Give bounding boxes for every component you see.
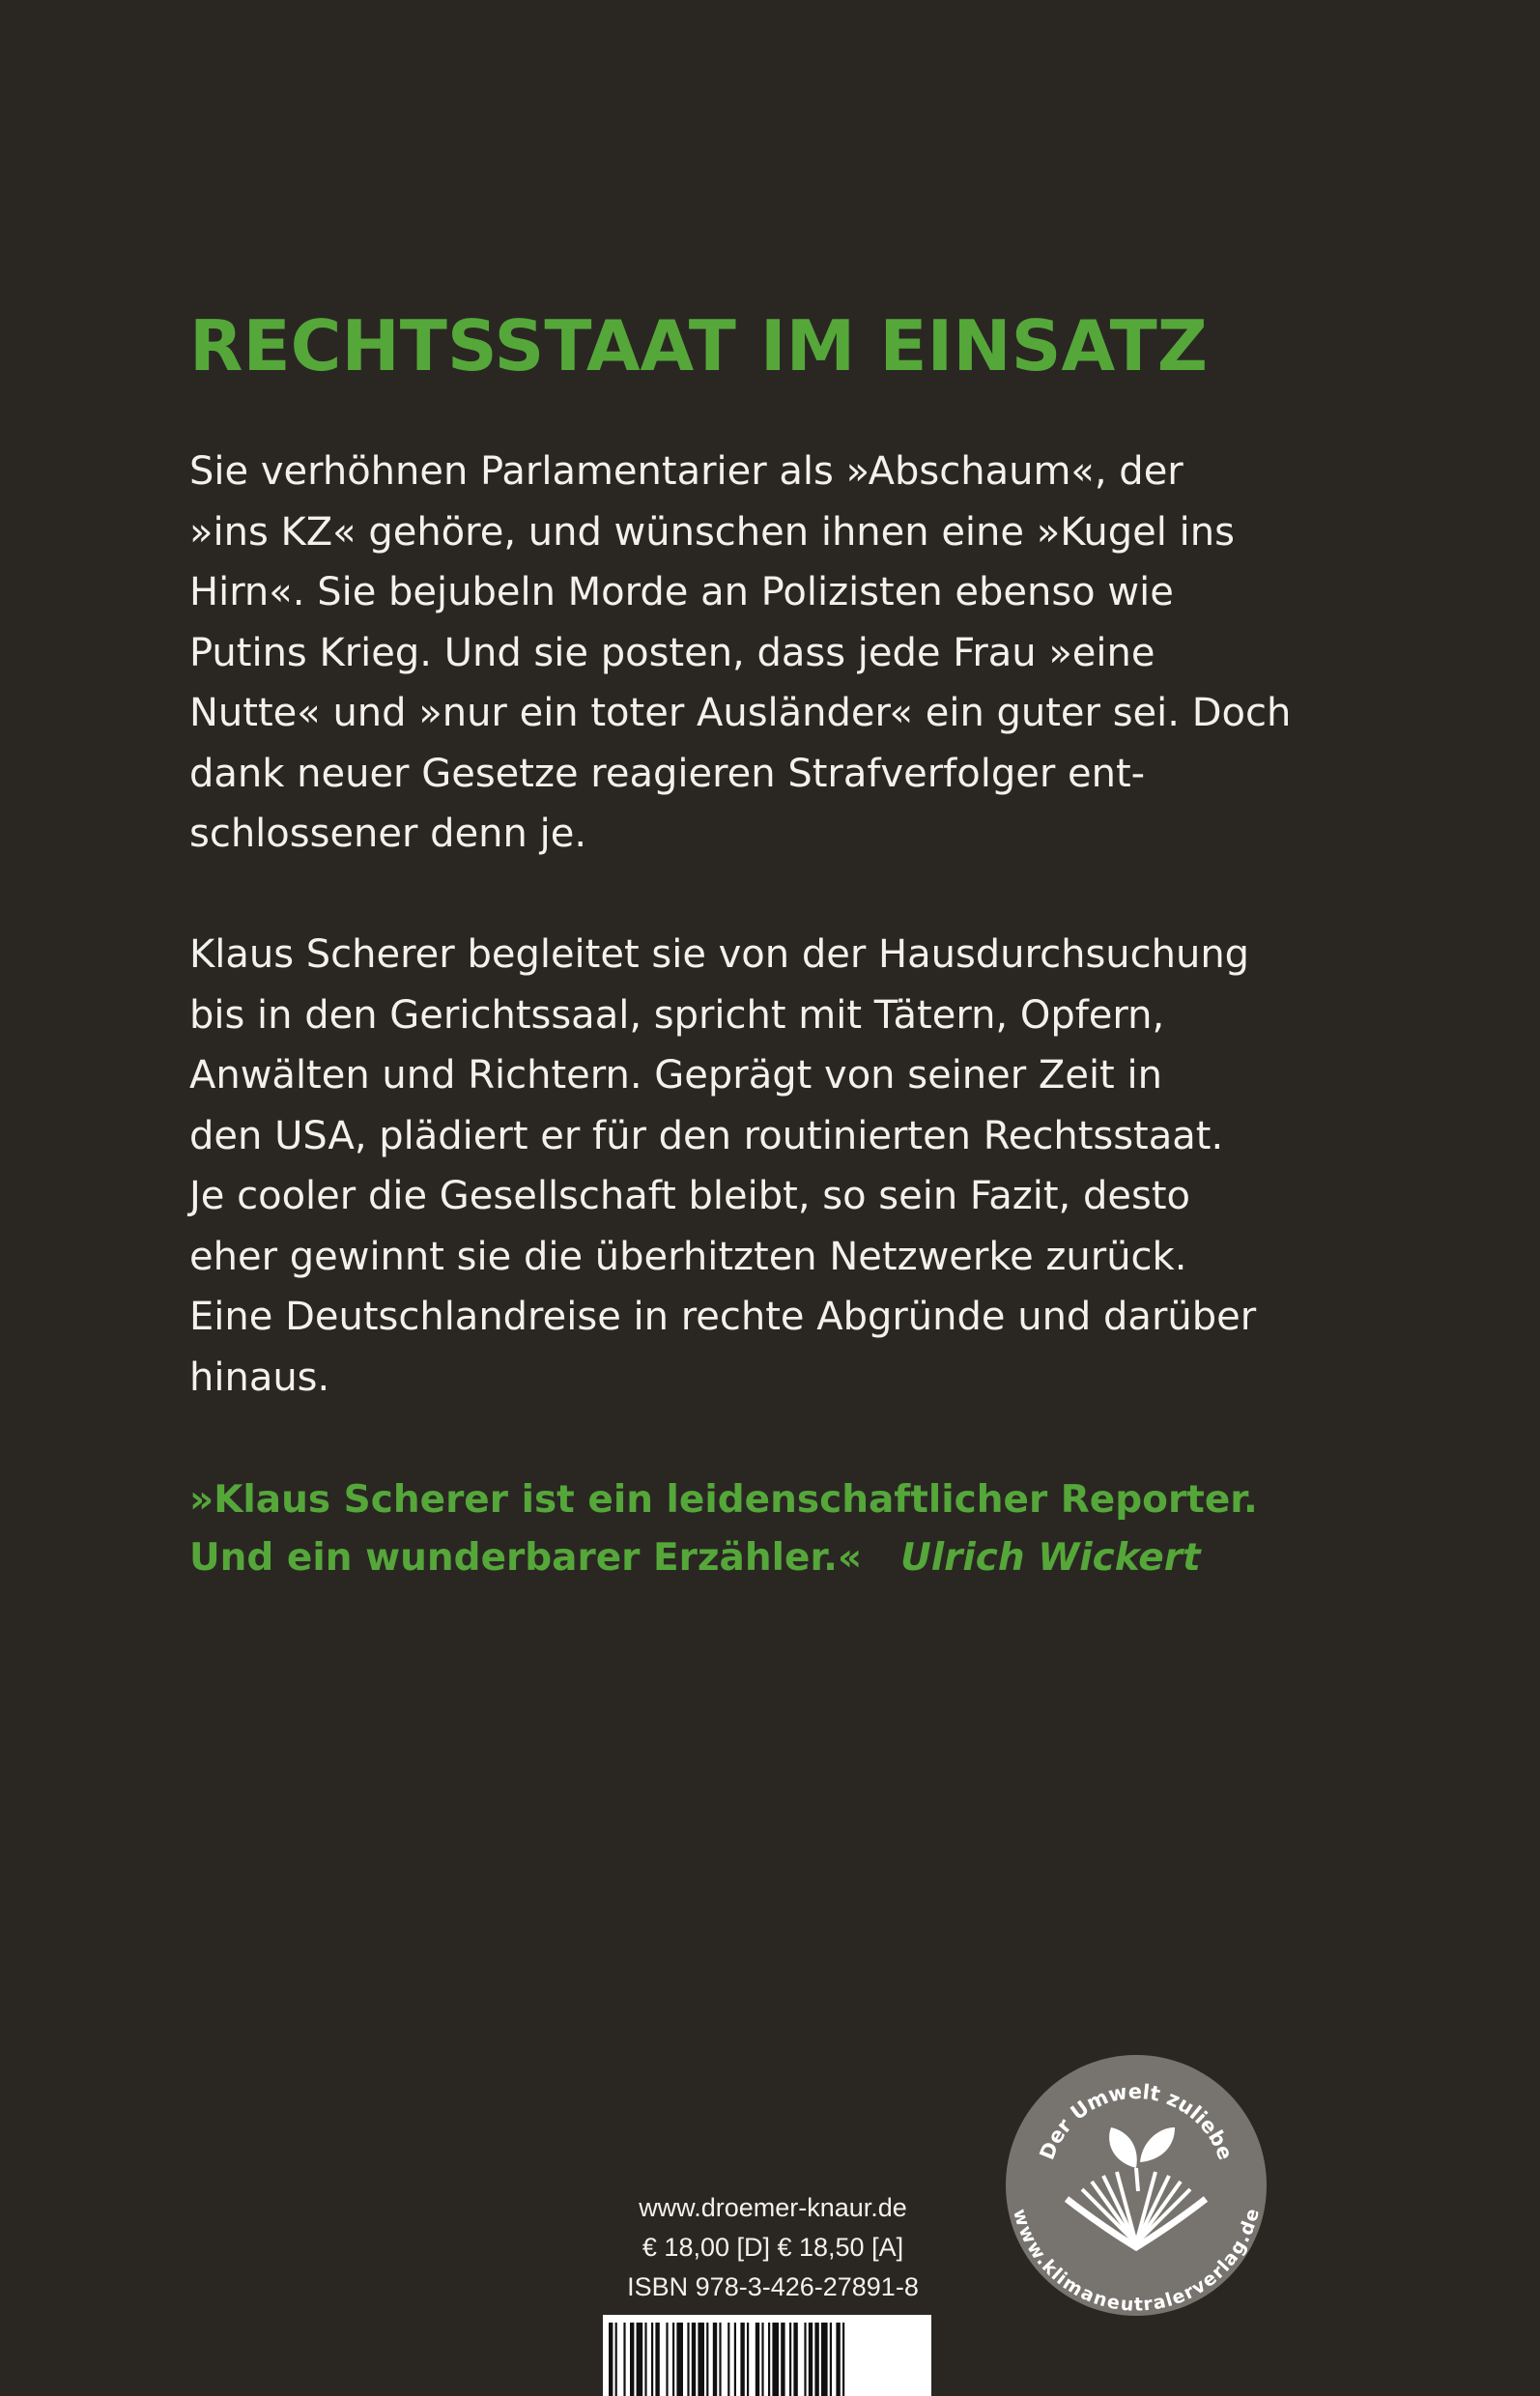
publisher-website: www.droemer-knaur.de	[639, 2193, 907, 2222]
barcode-bar	[842, 2323, 844, 2396]
barcode-bar	[672, 2323, 674, 2396]
barcode-bar	[692, 2323, 696, 2396]
barcode-bar	[698, 2323, 704, 2396]
blurb-line: bis in den Gerichtssaal, spricht mit Tätern, Opfern,	[189, 992, 1165, 1038]
barcode-bar	[666, 2323, 668, 2396]
barcode-bar	[768, 2323, 770, 2396]
blurb-line: schlossener denn je.	[189, 812, 587, 856]
blurb-line: dank neuer Gesetze reagieren Strafverfolger ent-	[189, 751, 1146, 796]
quote-line-1: »Klaus Scherer ist ein leidenschaftlicher Reporter.	[189, 1478, 1258, 1522]
barcode-bar	[615, 2323, 617, 2396]
barcode-bar	[821, 2323, 828, 2396]
barcode-bar	[772, 2323, 779, 2396]
barcode-bar	[781, 2323, 784, 2396]
blurb-line: Klaus Scherer begleitet sie von der Hausdurchsuchung	[189, 932, 1250, 977]
barcode	[603, 2315, 931, 2396]
barcode-bar	[793, 2323, 797, 2396]
blurb-line: »ins KZ« gehöre, und wünschen ihnen eine »Kugel ins	[189, 509, 1235, 555]
barcode-bar	[630, 2323, 634, 2396]
barcode-bar	[789, 2323, 791, 2396]
blurb-line: Putins Krieg. Und sie posten, dass jede Frau »eine	[189, 630, 1155, 675]
badge-bottom-text: www.klimaneutralerverlag.de	[1009, 2206, 1264, 2316]
blurb-paragraph-2	[189, 925, 1368, 1408]
barcode-bar	[761, 2323, 763, 2396]
blurb-line: den USA, plädiert er für den routinierten Rechtsstaat.	[189, 1113, 1224, 1158]
barcode-bar	[836, 2323, 840, 2396]
barcode-bar	[804, 2323, 806, 2396]
isbn: ISBN 978-3-426-27891-8	[627, 2272, 919, 2301]
barcode-bar	[756, 2323, 759, 2396]
blurb-line: hinaus.	[189, 1355, 330, 1400]
barcode-bar	[687, 2323, 689, 2396]
barcode-bar	[713, 2323, 717, 2396]
blurb-line: Nutte« und »nur ein toter Ausländer« ein guter sei. Doch	[189, 691, 1292, 735]
publisher-imprint	[599, 2188, 947, 2307]
barcode-bar	[719, 2323, 721, 2396]
blurb-line: Eine Deutschlandreise in rechte Abgründe und darüber	[189, 1295, 1257, 1339]
barcode-bar	[814, 2323, 818, 2396]
barcode-bar	[740, 2323, 744, 2396]
headline: RECHTSSTAAT IM EINSATZ	[189, 305, 1208, 386]
barcode-bar	[651, 2323, 653, 2396]
barcode-bar	[623, 2323, 625, 2396]
barcode-bar	[706, 2323, 708, 2396]
climate-badge-graphic	[1005, 2054, 1268, 2317]
barcode-bar	[830, 2323, 832, 2396]
badge-top-text: Der Umwelt zuliebe	[1035, 2079, 1238, 2163]
quote-text: Und ein wunderbarer Erzähler.«	[189, 1536, 863, 1580]
barcode-bar	[655, 2323, 659, 2396]
quote-author: Ulrich Wickert	[900, 1536, 1201, 1580]
barcode-bar	[809, 2323, 813, 2396]
blurb-line: Je cooler die Gesellschaft bleibt, so sein Fazit, desto	[189, 1174, 1190, 1218]
barcode-bar	[637, 2323, 643, 2396]
blurb-paragraph-1	[189, 442, 1368, 865]
barcode-bar	[747, 2323, 749, 2396]
barcode-bar	[676, 2323, 683, 2396]
barcode-graphic	[603, 2315, 931, 2396]
barcode-bar	[734, 2323, 736, 2396]
price-info: € 18,00 [D] € 18,50 [A]	[642, 2233, 904, 2262]
barcode-bar	[644, 2323, 646, 2396]
blurb-line: eher gewinnt sie die überhitzten Netzwerke zurück.	[189, 1234, 1187, 1279]
blurb-line: Sie verhöhnen Parlamentarier als »Abschaum«, der	[189, 449, 1184, 494]
blurb-line: Hirn«. Sie bejubeln Morde an Polizisten ebenso wie	[189, 570, 1174, 614]
quote-line-2	[189, 1529, 1258, 1587]
barcode-bar	[727, 2323, 729, 2396]
endorsement-quote	[189, 1471, 1258, 1587]
barcode-bar	[609, 2323, 613, 2396]
climate-neutral-badge	[1005, 2054, 1268, 2317]
blurb-line: Anwälten und Richtern. Geprägt von seiner Zeit in	[189, 1053, 1162, 1098]
